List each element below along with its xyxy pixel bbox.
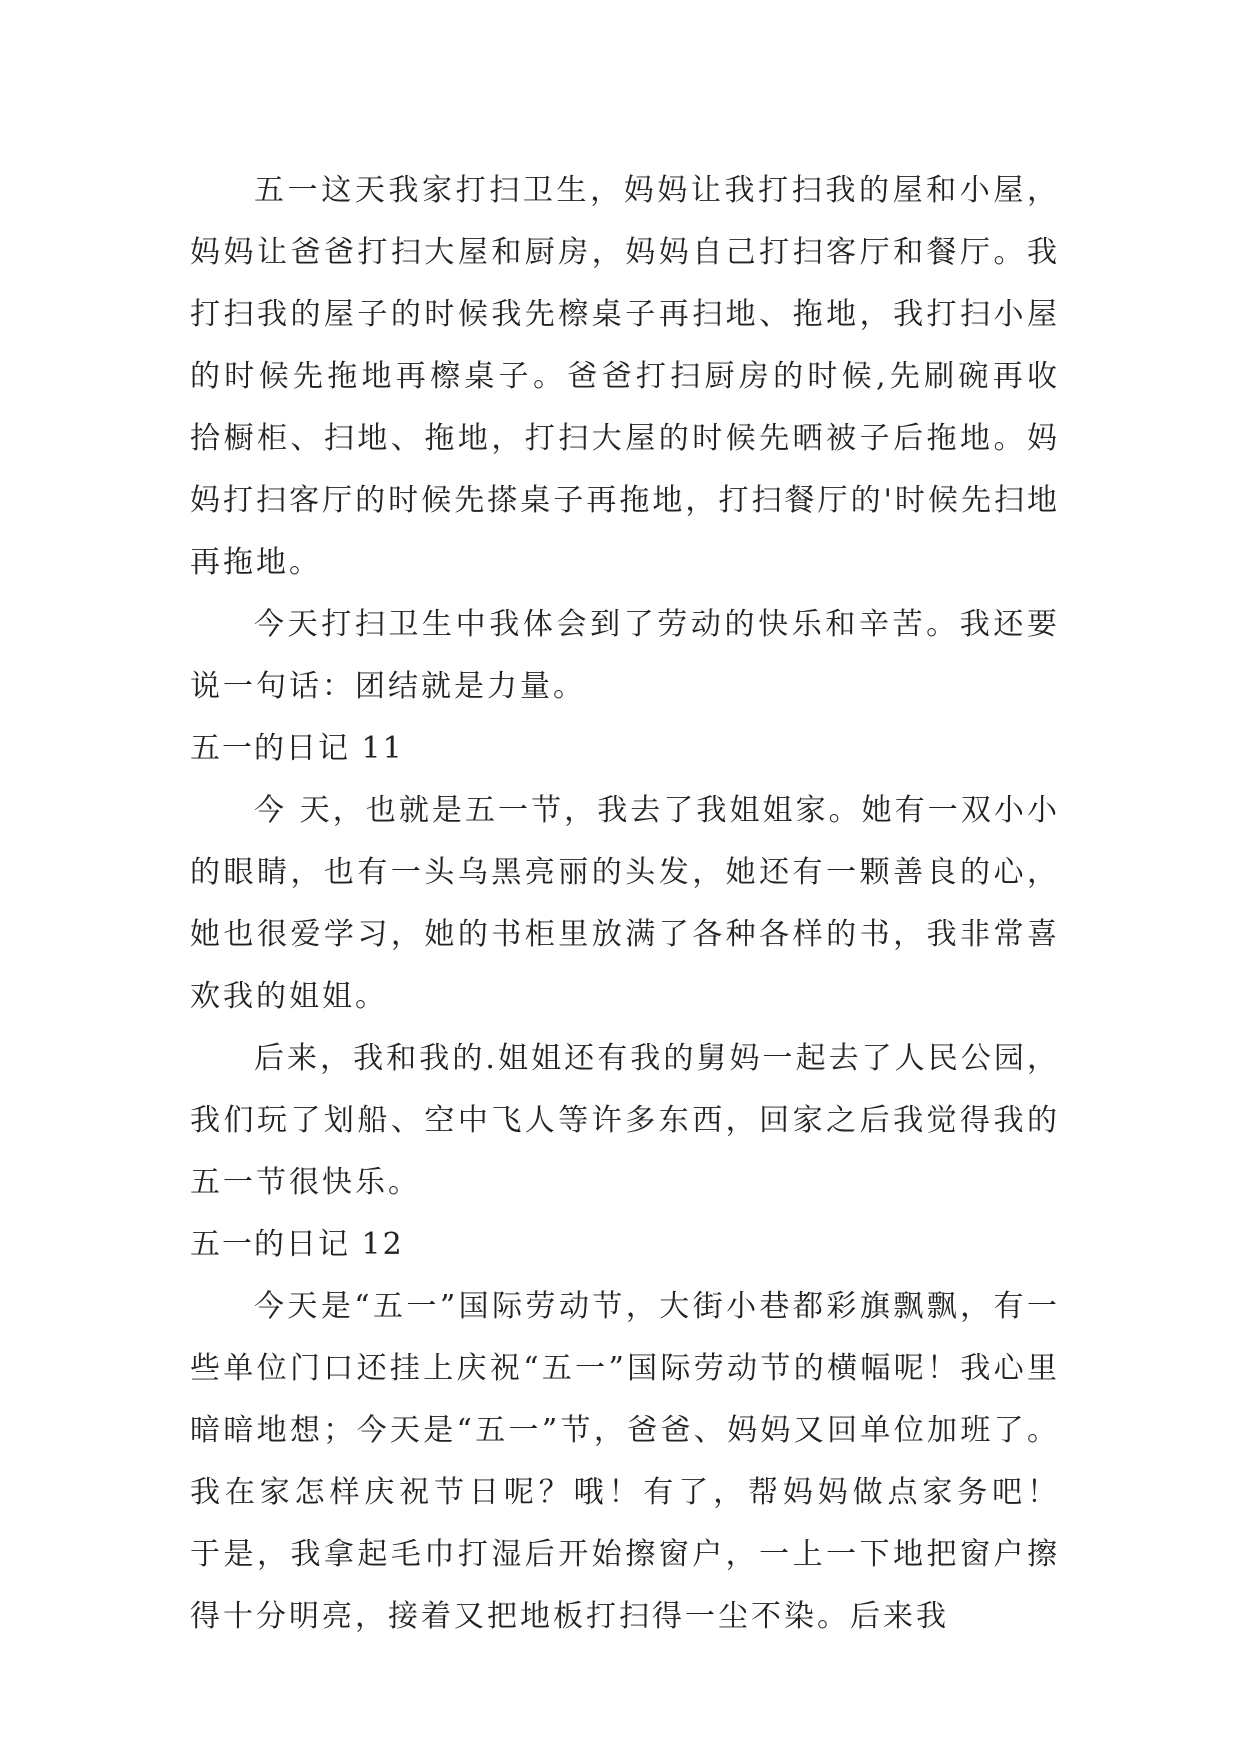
diary-heading-11: 五一的日记 11: [190, 731, 404, 766]
document-body: [190, 160, 1060, 1648]
paragraph-cleaning-reflection: 今天打扫卫生中我体会到了劳动的快乐和辛苦。我还要说一句话：团结就是力量。: [190, 607, 1060, 704]
paragraph-cleaning-day: 五一这天我家打扫卫生，妈妈让我打扫我的屋和小屋，妈妈让爸爸打扫大屋和厨房，妈妈自己打扫客厅和餐厅。我打扫我的屋子的时候我先檫桌子再扫地、拖地，我打扫小屋的时候先拖地再檫桌子。爸爸打扫厨房的时候,先刷碗再收拾橱柜、扫地、拖地，打扫大屋的时候先晒被子后拖地。妈妈打扫客厅的时候先搽桌子再拖地，打扫餐厅的'时候先扫地再拖地。: [190, 173, 1060, 580]
diary-heading-12: 五一的日记 12: [190, 1227, 404, 1262]
paragraph-park-trip: 后来，我和我的.姐姐还有我的舅妈一起去了人民公园，我们玩了划船、空中飞人等许多东西，回家之后我觉得我的五一节很快乐。: [190, 1041, 1060, 1200]
paragraph-sister-visit: 今 天，也就是五一节，我去了我姐姐家。她有一双小小的眼睛，也有一头乌黑亮丽的头发，她还有一颗善良的心，她也很爱学习，她的书柜里放满了各种各样的书，我非常喜欢我的姐姐。: [190, 793, 1060, 1014]
paragraph-labor-day: 今天是“五一”国际劳动节，大街小巷都彩旗飘飘，有一些单位门口还挂上庆祝“五一”国际劳动节的横幅呢！我心里暗暗地想；今天是“五一”节，爸爸、妈妈又回单位加班了。我在家怎样庆祝节日呢？哦！有了，帮妈妈做点家务吧！ 于是，我拿起毛巾打湿后开始擦窗户，一上一下地把窗户擦得十分明亮，接着又把地板打扫得一尘不染。后来我: [190, 1289, 1060, 1634]
